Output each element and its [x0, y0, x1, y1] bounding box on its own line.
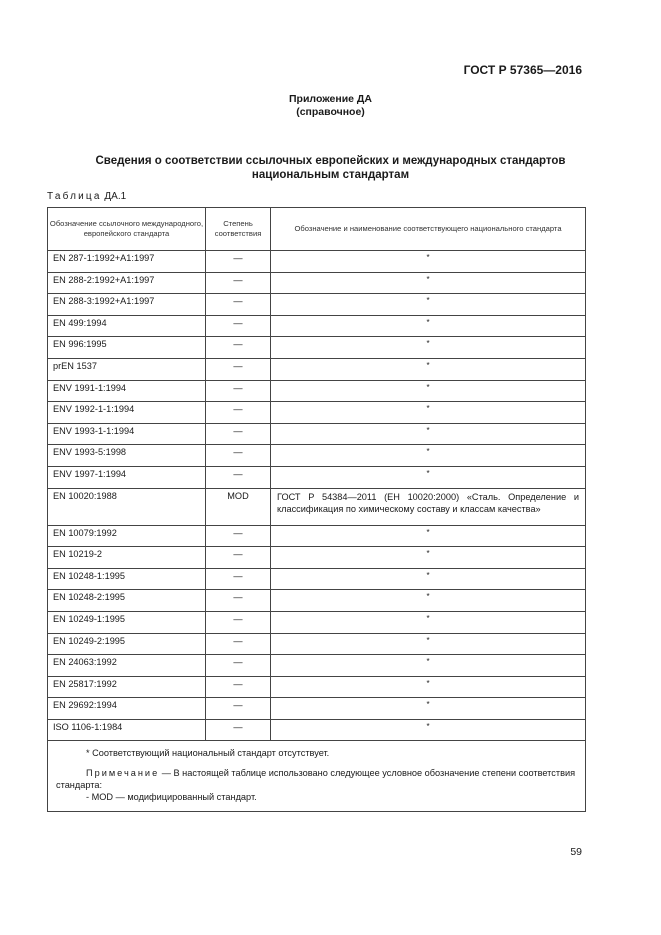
degree-cell: — — [206, 337, 271, 359]
degree-cell: — — [206, 676, 271, 698]
table-row — [48, 402, 586, 424]
note — [56, 767, 577, 791]
degree-cell: — — [206, 466, 271, 488]
degree-cell: — — [206, 525, 271, 547]
mod-definition: - MOD — модифицированный стандарт. — [86, 792, 257, 803]
degree-cell: — — [206, 655, 271, 677]
header-reference-standard: Обозначение ссылочного международного, европейского стандарта — [48, 208, 206, 251]
header-national-standard: Обозначение и наименование соответствующего национального стандарта — [271, 208, 586, 251]
national-standard-cell: * — [271, 358, 586, 380]
reference-cell: EN 288-2:1992+A1:1997 — [48, 272, 206, 294]
reference-cell: ISO 1106-1:1984 — [48, 719, 206, 741]
degree-cell: — — [206, 251, 271, 273]
reference-cell: EN 499:1994 — [48, 315, 206, 337]
annex-title: Приложение ДА — [289, 93, 372, 105]
reference-cell: EN 10219-2 — [48, 547, 206, 569]
reference-cell: ENV 1992-1-1:1994 — [48, 402, 206, 424]
page-number: 59 — [570, 846, 582, 858]
national-standard-cell: * — [271, 272, 586, 294]
degree-cell: MOD — [206, 488, 271, 525]
reference-cell: EN 29692:1994 — [48, 698, 206, 720]
degree-cell: — — [206, 719, 271, 741]
table-caption-number: ДА.1 — [104, 191, 127, 202]
table-row — [48, 525, 586, 547]
annex-heading — [0, 93, 661, 119]
reference-cell: ENV 1997-1:1994 — [48, 466, 206, 488]
national-standard-cell: * — [271, 719, 586, 741]
degree-cell: — — [206, 547, 271, 569]
national-standard-cell: * — [271, 466, 586, 488]
national-standard-cell: * — [271, 568, 586, 590]
national-standard-cell: * — [271, 547, 586, 569]
national-standard-cell: * — [271, 337, 586, 359]
national-standard-cell: * — [271, 251, 586, 273]
table-row — [48, 655, 586, 677]
national-standard-cell: * — [271, 590, 586, 612]
national-standard-cell: * — [271, 676, 586, 698]
national-standard-cell: * — [271, 445, 586, 467]
degree-cell: — — [206, 294, 271, 316]
table-body — [48, 251, 586, 741]
reference-cell: EN 10248-2:1995 — [48, 590, 206, 612]
national-standard-cell: * — [271, 633, 586, 655]
table-row — [48, 611, 586, 633]
national-standard-cell: * — [271, 402, 586, 424]
table-row — [48, 315, 586, 337]
correspondence-table — [47, 207, 586, 812]
degree-cell: — — [206, 423, 271, 445]
reference-cell: ENV 1991-1:1994 — [48, 380, 206, 402]
section-title-line-1: Сведения о соответствии ссылочных европейских и международных стандартов — [95, 155, 566, 167]
table-row — [48, 272, 586, 294]
degree-cell: — — [206, 590, 271, 612]
reference-cell: EN 10249-1:1995 — [48, 611, 206, 633]
reference-cell: EN 10249-2:1995 — [48, 633, 206, 655]
reference-cell: prEN 1537 — [48, 358, 206, 380]
reference-cell: EN 24063:1992 — [48, 655, 206, 677]
table-row — [48, 337, 586, 359]
degree-cell: — — [206, 633, 271, 655]
reference-cell: ENV 1993-1-1:1994 — [48, 423, 206, 445]
table-row — [48, 568, 586, 590]
table-notes — [48, 741, 586, 812]
degree-cell: — — [206, 698, 271, 720]
degree-cell: — — [206, 358, 271, 380]
table-row — [48, 294, 586, 316]
degree-cell: — — [206, 315, 271, 337]
degree-cell: — — [206, 380, 271, 402]
table-row — [48, 251, 586, 273]
degree-cell: — — [206, 272, 271, 294]
reference-cell: EN 288-3:1992+A1:1997 — [48, 294, 206, 316]
header-degree: Степень соответствия — [206, 208, 271, 251]
table-row — [48, 380, 586, 402]
reference-cell: EN 10079:1992 — [48, 525, 206, 547]
table-caption — [47, 191, 126, 202]
table-row — [48, 698, 586, 720]
table-caption-word: Таблица — [47, 191, 102, 202]
reference-cell: EN 10248-1:1995 — [48, 568, 206, 590]
national-standard-cell: * — [271, 294, 586, 316]
national-standard-cell: * — [271, 423, 586, 445]
footnote: * Соответствующий национальный стандарт отсутствует. — [86, 748, 330, 759]
national-standard-cell: * — [271, 698, 586, 720]
table-row — [48, 466, 586, 488]
note-text: — В настоящей таблице использовано следующее условное обозначение степени соответствия стандарта: — [56, 768, 576, 791]
degree-cell: — — [206, 611, 271, 633]
table-row — [48, 547, 586, 569]
table-row — [48, 445, 586, 467]
table-row — [48, 488, 586, 525]
degree-cell: — — [206, 402, 271, 424]
national-standard-cell: * — [271, 611, 586, 633]
reference-cell: EN 10020:1988 — [48, 488, 206, 525]
table-row — [48, 719, 586, 741]
table-row — [48, 590, 586, 612]
table-header-row — [48, 208, 586, 251]
reference-cell: EN 996:1995 — [48, 337, 206, 359]
degree-cell: — — [206, 445, 271, 467]
degree-cell: — — [206, 568, 271, 590]
table-row — [48, 633, 586, 655]
section-title — [60, 154, 601, 182]
table-row — [48, 358, 586, 380]
reference-cell: ENV 1993-5:1998 — [48, 445, 206, 467]
national-standard-cell: * — [271, 380, 586, 402]
national-standard-cell: ГОСТ Р 54384—2011 (ЕН 10020:2000) «Сталь. Определение и классификация по химическому составу и классам качества» — [271, 488, 586, 525]
reference-cell: EN 287-1:1992+A1:1997 — [48, 251, 206, 273]
national-standard-cell: * — [271, 655, 586, 677]
notes-row — [48, 741, 586, 812]
note-label: Примечание — [86, 768, 160, 779]
national-standard-cell: * — [271, 525, 586, 547]
document-code: ГОСТ Р 57365—2016 — [463, 63, 582, 77]
table-row — [48, 423, 586, 445]
reference-cell: EN 25817:1992 — [48, 676, 206, 698]
section-title-line-2: национальным стандартам — [251, 169, 410, 181]
annex-subtitle: (справочное) — [296, 106, 365, 118]
table-row — [48, 676, 586, 698]
national-standard-cell: * — [271, 315, 586, 337]
